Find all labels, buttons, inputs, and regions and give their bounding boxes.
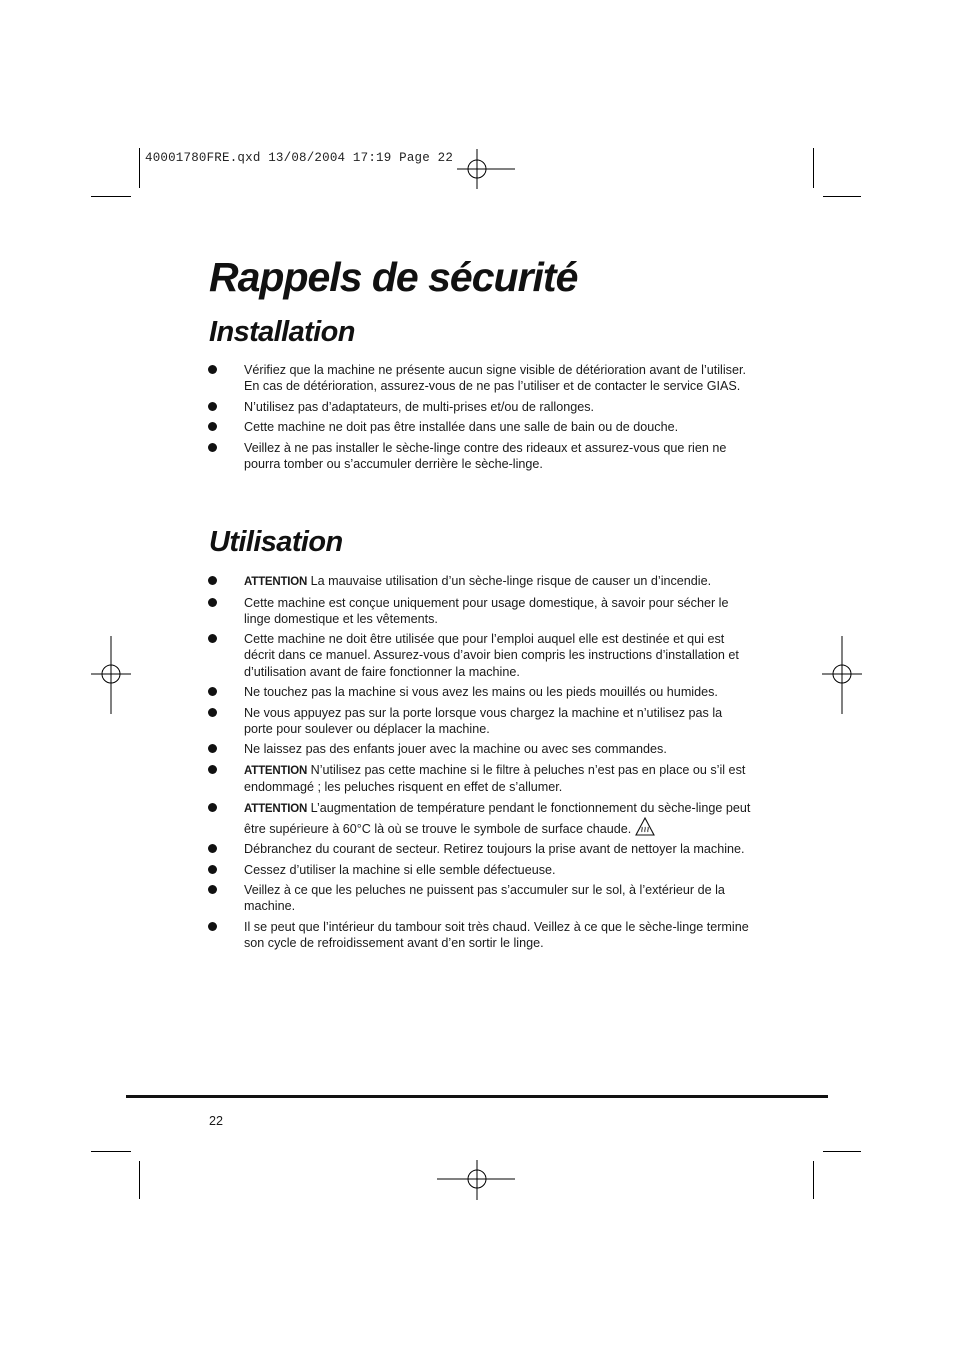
footer-rule [126,1095,828,1098]
bullet-icon [208,443,217,452]
bullet-icon [208,885,217,894]
list-item: Cessez d’utiliser la machine si elle semble défectueuse. [207,862,752,878]
registration-mark-top [457,149,517,189]
bullet-icon [208,803,217,812]
print-slug: 40001780FRE.qxd 13/08/2004 17:19 Page 22 [145,151,454,165]
list-item: N’utilisez pas d’adaptateurs, de multi-prises et/ou de rallonges. [207,399,752,415]
list-item: Ne laissez pas des enfants jouer avec la machine ou avec ses commandes. [207,741,752,757]
list-item: Cette machine ne doit être utilisée que pour l’emploi auquel elle est destinée et qui est décrit dans ce manuel. Assurez-vous d’avoir bien compris les instructions d’installation et d’utilisation avant de faire fonctionner la machine. [207,631,752,680]
bullet-icon [208,634,217,643]
bullet-icon [208,598,217,607]
page-title: Rappels de sécurité [209,254,578,300]
bullet-icon [208,365,217,374]
list-item: Veillez à ce que les peluches ne puissent pas s’accumuler sur le sol, à l’extérieur de la machine. [207,882,752,914]
bullet-icon [208,744,217,753]
bullet-icon [208,765,217,774]
bullet-icon [208,576,217,585]
list-item: ATTENTION N’utilisez pas cette machine si le filtre à peluches n’est pas en place ou s’il est endommagé ; les peluches risquent en effet de s’allumer. [207,762,752,795]
list-item: Veillez à ne pas installer le sèche-linge contre des rideaux et assurez-vous que rien ne pourra tomber ou s’accumuler derrière le sèche-linge. [207,440,752,472]
list-item: Cette machine est conçue uniquement pour usage domestique, à savoir pour sécher le linge domestique et les vêtements. [207,595,752,627]
attention-label: ATTENTION [244,576,308,588]
list-item: Vérifiez que la machine ne présente aucun signe visible de détérioration avant de l’utiliser. En cas de détérioration, assurez-vous de ne pas l’utiliser et de contacter le service GIAS. [207,362,752,394]
page-number: 22 [209,1114,224,1128]
list-item: Ne touchez pas la machine si vous avez les mains ou les pieds mouillés ou humides. [207,684,752,700]
attention-label: ATTENTION [244,764,308,777]
utilisation-heading: Utilisation [209,526,343,558]
bullet-icon [208,708,217,717]
registration-mark-right [822,636,862,714]
hot-surface-warning-icon [635,817,655,836]
bullet-icon [208,865,217,874]
list-item: Débranchez du courant de secteur. Retirez toujours la prise avant de nettoyer la machine. [207,841,752,857]
registration-mark-left [91,636,131,714]
bullet-icon [208,844,217,853]
list-item: Ne vous appuyez pas sur la porte lorsque vous chargez la machine et n’utilisez pas la porte pour soulever ou déplacer la machine. [207,705,752,737]
bullet-icon [208,922,217,931]
bullet-icon [208,422,217,431]
registration-mark-bottom [437,1160,517,1200]
bullet-icon [208,687,217,696]
installation-heading: Installation [209,316,355,348]
list-item: ATTENTION La mauvaise utilisation d’un sèche-linge risque de causer un d’incendie. [207,573,752,590]
list-item: ATTENTION L’augmentation de température pendant le fonctionnement du sèche-linge peut être supérieure à 60°C là où se trouve le symbole de surface chaude. [207,800,752,837]
list-item: Il se peut que l’intérieur du tambour soit très chaud. Veillez à ce que le sèche-linge termine son cycle de refroidissement avant d’en sortir le linge. [207,919,752,951]
utilisation-list [207,573,752,956]
bullet-icon [208,402,217,411]
list-item: Cette machine ne doit pas être installée dans une salle de bain ou de douche. [207,419,752,435]
installation-list [207,362,752,476]
attention-label: ATTENTION [244,802,308,815]
